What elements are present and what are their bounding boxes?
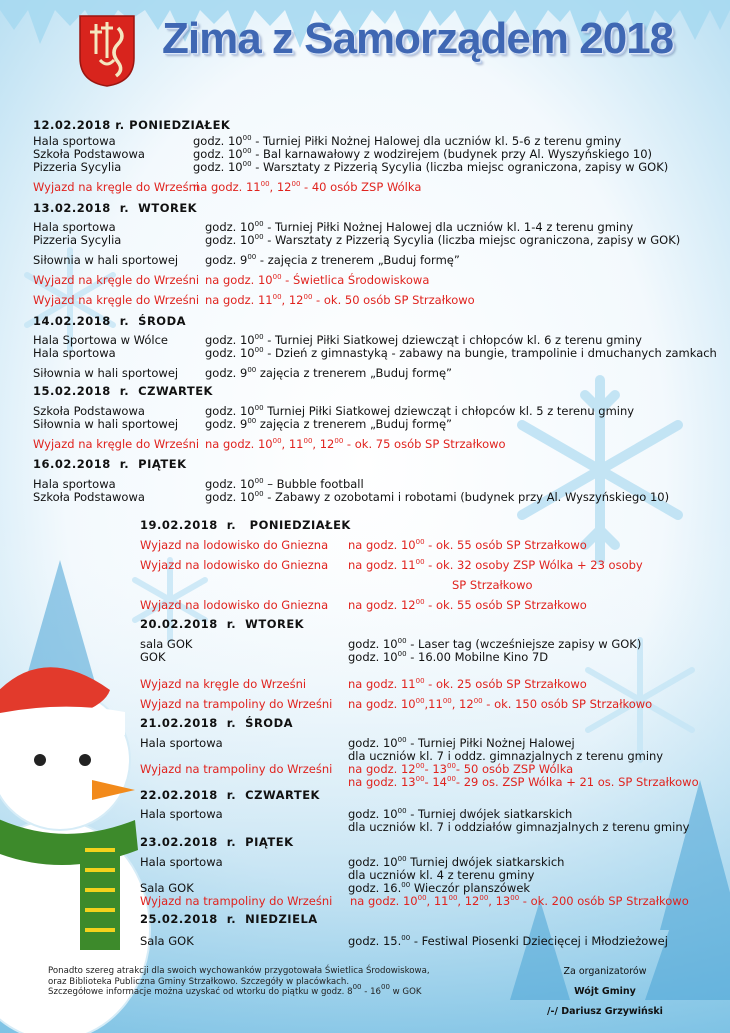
event-place: Wyjazd na kręgle do Wrześni [33, 180, 200, 194]
event-place: Sala GOK [140, 934, 194, 948]
event-place: Wyjazd na lodowisko do Gniezna [140, 558, 329, 572]
event-place: GOK [140, 650, 166, 664]
day-heading: 21.02.2018 r. ŚRODA [140, 716, 294, 730]
event-place: Hala sportowa [33, 220, 116, 234]
event-place: Wyjazd na kręgle do Wrześni [33, 293, 200, 307]
event-place: Wyjazd na kręgle do Wrześni [33, 273, 200, 287]
signature-name: /-/ Dariusz Grzywiński [547, 1006, 663, 1017]
event-details: na godz. $12^{00}-$ $13^{00}-$ 50 osób ZSP Wólka [348, 762, 574, 776]
event-details: godz. $10^{00}$ – Bubble football [205, 477, 364, 491]
event-details: godz. $10^{00}$ - Turniej Piłki Nożnej Halowej dla uczniów kl. 5-6 z terenu gminy [193, 134, 622, 148]
event-place: Wyjazd na trampoliny do Wrześni [140, 697, 333, 711]
event-place: Hala Sportowa w Wólce [33, 333, 168, 347]
day-heading: 14.02.2018 r. ŚRODA [33, 314, 187, 328]
day-heading: 23.02.2018 r. PIĄTEK [140, 835, 294, 849]
event-details: godz. $10^{00}$ Turniej Piłki Siatkowej dziewcząt i chłopców kl. 5 z terenu gminy [205, 404, 635, 418]
event-place: Szkoła Podstawowa [33, 490, 145, 504]
event-details: godz. $9^{00}$ zajęcia z trenerem „Buduj formę” [205, 417, 452, 431]
event-details: na godz. $10^{00}$, $11^{00}$, $12^{00}$ - ok. 75 osób SP Strzałkowo [205, 437, 506, 451]
event-place: Wyjazd na trampoliny do Wrześni [140, 894, 333, 908]
footer-line: Szczegółowe informacje można uzyskać od wtorku do piątku w godz. $8^{00} - 16^{00}$ w GOK [48, 983, 422, 997]
event-details: godz. $9^{00}$ zajęcia z trenerem „Buduj formę” [205, 366, 452, 380]
event-details: dla uczniów kl. 4 z terenu gminy [348, 868, 535, 882]
event-details: SP Strzałkowo [452, 578, 533, 592]
event-details: godz. 16.00 Wieczór planszówek [348, 881, 531, 895]
day-heading: 19.02.2018 r. PONIEDZIAŁEK [140, 518, 351, 532]
event-place: Hala sportowa [140, 736, 223, 750]
event-place: sala GOK [140, 637, 193, 651]
event-place: Szkoła Podstawowa [33, 147, 145, 161]
event-place: Szkoła Podstawowa [33, 404, 145, 418]
event-details: godz. $10^{00}$ - Turniej Piłki Nożnej Halowej [348, 736, 575, 750]
signature-title: Wójt Gminy [574, 986, 636, 997]
event-details: godz. $10^{00}$ - Turniej dwójek siatkarskich [348, 807, 573, 821]
event-details: na godz. $11^{00}$, $12^{00}$ - ok. 50 osób SP Strzałkowo [205, 293, 475, 307]
event-details: godz. $10^{00}$ - Zabawy z ozobotami i robotami (budynek przy Al. Wyszyńskiego 10) [205, 490, 670, 504]
event-details: godz. $10^{00}$ - Warsztaty z Pizzerią Sycylia (liczba miejsc ograniczona, zapisy w GOK) [205, 233, 681, 247]
signature [530, 962, 680, 1022]
event-details: na godz. $12^{00}$ - ok. 55 osób SP Strzałkowo [348, 598, 587, 612]
event-place: Siłownia w hali sportowej [33, 417, 179, 431]
event-place: Wyjazd na lodowisko do Gniezna [140, 598, 329, 612]
event-details: na godz. $10^{00}$ - Świetlica Środowiskowa [205, 273, 430, 287]
event-details: godz. $10^{00} - 16.00$ Mobilne Kino 7D [348, 650, 549, 664]
event-details: na godz. $11^{00}$, $12^{00} - 40$ osób ZSP Wólka [193, 180, 422, 194]
event-place: Pizzeria Sycylia [33, 160, 122, 174]
event-place: Wyjazd na trampoliny do Wrześni [140, 762, 333, 776]
footer-line: oraz Biblioteka Publiczna Gminy Strzałkowo. Szczegóły w placówkach. [48, 976, 350, 987]
event-place: Wyjazd na kręgle do Wrześni [33, 437, 200, 451]
event-details: godz. $10^{00}$ - Turniej Piłki Siatkowej dziewcząt i chłopców kl. 6 z terenu gminy [205, 333, 642, 347]
event-details: na godz. $10^{00}$, $11^{00}$, $12^{00}$, $13^{00}$ - ok. 200 osób SP Strzałkowo [350, 894, 689, 908]
event-place: Hala sportowa [33, 346, 116, 360]
event-place: Sala GOK [140, 881, 194, 895]
crest-icon [78, 14, 136, 88]
event-details: na godz. $11^{00}$ - ok. 25 osób SP Strzałkowo [348, 677, 587, 691]
event-place: Wyjazd na kręgle do Wrześni [140, 677, 307, 691]
day-heading: 15.02.2018 r. CZWARTEK [33, 384, 213, 398]
page-title: Zima z Samorządem 2018 [162, 14, 674, 63]
event-details: godz. $10^{00}$ - Warsztaty z Pizzerią Sycylia (liczba miejsc ograniczona, zapisy w GOK) [193, 160, 669, 174]
day-heading: 25.02.2018 r. NIEDZIELA [140, 912, 318, 926]
event-place: Siłownia w hali sportowej [33, 253, 179, 267]
footer-line: Ponadto szereg atrakcji dla swoich wychowanków przygotowała Świetlica Środowiskowa, [48, 966, 430, 976]
event-place: Hala sportowa [33, 134, 116, 148]
event-details: na godz. $10^{00},11^{00}$, $12^{00}$ - ok. 150 osób SP Strzałkowo [348, 697, 653, 711]
day-heading: 16.02.2018 r. PIĄTEK [33, 457, 187, 471]
event-details: godz. $10^{00}$ - Turniej Piłki Nożnej Halowej dla uczniów kl. 1-4 z terenu gminy [205, 220, 634, 234]
event-place: Hala sportowa [140, 807, 223, 821]
event-details: godz. $9^{00}$ - zajęcia z trenerem „Buduj formę” [205, 253, 460, 267]
day-heading: 20.02.2018 r. WTOREK [140, 617, 305, 631]
day-heading: 22.02.2018 r. CZWARTEK [140, 788, 320, 802]
event-details: dla uczniów kl. 7 i oddz. gimnazjalnych z terenu gminy [348, 749, 664, 763]
event-place: Pizzeria Sycylia [33, 233, 122, 247]
event-details: dla uczniów kl. 7 i oddziałów gimnazjalnych z terenu gminy [348, 820, 690, 834]
day-heading: 13.02.2018 r. WTOREK [33, 201, 198, 215]
event-details: godz. $10^{00}$ - Bal karnawałowy z wodzirejem (budynek przy Al. Wyszyńskiego 10) [193, 147, 653, 161]
event-details: godz. 15.00 - Festiwal Piosenki Dziecięcej i Młodzieżowej [348, 934, 668, 948]
event-place: Hala sportowa [140, 855, 223, 869]
event-place: Hala sportowa [33, 477, 116, 491]
event-details: na godz. $10^{00}$ - ok. 55 osób SP Strzałkowo [348, 538, 587, 552]
event-details: na godz. $11^{00}$ - ok. 32 osoby ZSP Wólka + 23 osoby [348, 558, 643, 572]
event-details: godz. $10^{00}$ Turniej dwójek siatkarskich [348, 855, 565, 869]
event-place: Siłownia w hali sportowej [33, 366, 179, 380]
day-heading: 12.02.2018 r. PONIEDZIAŁEK [33, 118, 231, 132]
signature-line: Za organizatorów [563, 966, 647, 977]
event-details: godz. $10^{00}$ - Dzień z gimnastyką - zabawy na bungie, trampolinie i dmuchanych zamkach [205, 346, 717, 360]
footer-note [48, 966, 430, 998]
event-place: Wyjazd na lodowisko do Gniezna [140, 538, 329, 552]
event-details: na godz. $13^{00}-$ $14^{00}-$ 29 os. ZSP Wólka + 21 os. SP Strzałkowo [348, 775, 699, 789]
event-details: godz. $10^{00}$ - Laser tag (wcześniejsze zapisy w GOK) [348, 637, 642, 651]
